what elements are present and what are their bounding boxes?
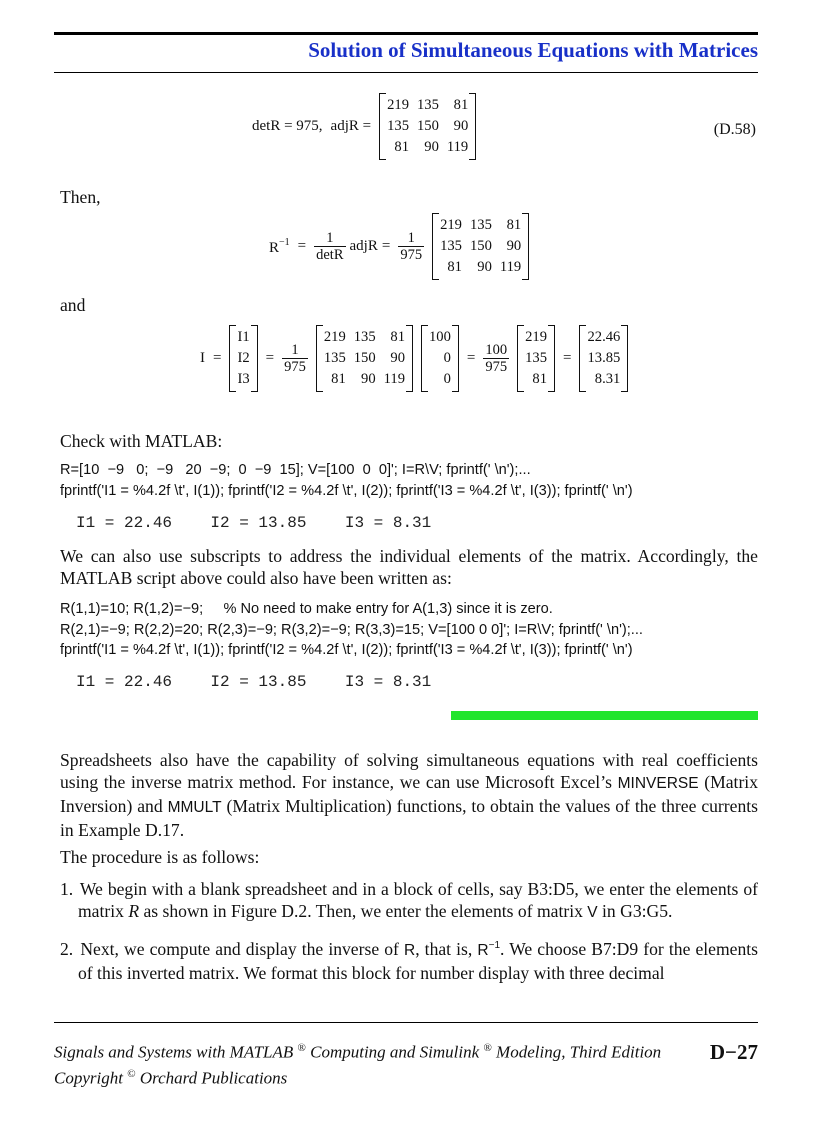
currents-lhs: I: [200, 350, 205, 366]
matrix-cell: 119: [383, 371, 405, 387]
code-line: R(1,1)=10; R(1,2)=−9; % No need to make entry for A(1,3) since it is zero.: [60, 601, 553, 617]
matrix-cell: 90: [390, 350, 405, 366]
function-name: MINVERSE: [617, 775, 699, 792]
fraction: $\frac{1}{\det R}$: [316, 230, 344, 263]
matrix-cell: 135: [323, 350, 346, 366]
matrix-cell: 81: [506, 217, 522, 233]
adj-matrix: [432, 213, 529, 280]
equation-d58: [248, 93, 480, 160]
code-line: R(2,1)=−9; R(2,2)=20; R(2,3)=−9; R(3,2)=−9; R(3,3)=15; V=[100 0 0]'; I=R\V; fprintf(' \n');...: [60, 621, 643, 638]
matrix-cell: 135: [440, 238, 462, 254]
function-name: MMULT: [167, 799, 222, 816]
variable-v: V: [587, 904, 598, 921]
matrix-cell: 135: [469, 217, 492, 233]
code-line: fprintf('I1 = %4.2f \t', I(1)); fprintf('I2 = %4.2f \t', I(2)); fprintf('I3 = %4.2f \t', I(3)); fprintf(' \n'): [60, 482, 633, 499]
text-procedure: The procedure is as follows:: [60, 847, 260, 867]
matrix-cell: 90: [453, 118, 469, 134]
matrix-cell: 81: [394, 139, 409, 155]
adj-matrix: [379, 93, 476, 160]
list-item: 1. We begin with a blank spreadsheet and in a block of cells, say B3:D5, we enter the elements of matrix R as shown in Figure D.2. Then, we enter the elements of matrix V in G3:G5.: [60, 879, 758, 921]
matrix-cell: 135: [353, 329, 376, 345]
matlab-code-1: [60, 460, 633, 501]
paragraph-spreadsheet: Spreadsheets also have the capability of solving simultaneous equations with real coefficients using the inverse matrix method. For instance, we can use Microsoft Excel’s MINVERSE (Matrix Inversion) and MMULT (Matrix Multiplication) functions, to obtain the values of the three currents in Example D.17.: [60, 750, 758, 840]
inverse-lhs: $R^{-1}$: [269, 236, 290, 256]
vector-cell: 8.31: [594, 371, 621, 387]
equals-sign: =: [563, 350, 572, 366]
equals-sign: =: [265, 350, 275, 366]
det-text: detR = 975,: [252, 118, 323, 134]
paragraph-subscripts: We can also use subscripts to address the individual elements of the matrix. Accordingly, the MATLAB script above could also have been written as:: [60, 546, 758, 588]
fraction: $\frac{100}{975}$: [485, 342, 508, 375]
footer-copyright: Copyright © Orchard Publications: [54, 1068, 288, 1088]
running-title: Solution of Simultaneous Equations with Matrices: [308, 38, 758, 62]
matlab-output-1: I1 = 22.46 I2 = 13.85 I3 = 8.31: [76, 514, 432, 532]
vector-cell: I3: [237, 371, 250, 387]
matrix-cell: 90: [361, 371, 376, 387]
vector-cell: 13.85: [587, 350, 621, 366]
equals-sign: =: [213, 350, 222, 366]
vector-cell: 135: [525, 350, 547, 366]
section-divider-bar: [451, 711, 758, 720]
result-vector: [579, 325, 628, 392]
matrix-cell: 81: [390, 329, 405, 345]
matrix-cell: 150: [469, 238, 492, 254]
equals-sign: =: [466, 350, 476, 366]
vector-cell: 22.46: [587, 329, 621, 345]
vector-cell: 0: [443, 350, 451, 366]
matrix-cell: 135: [387, 118, 409, 134]
matrix-cell: 119: [446, 139, 469, 155]
footer-rule: [54, 1022, 758, 1023]
list-item: 2. Next, we compute and display the inverse of R, that is, $R^{-1}$. We choose B7:D9 for the elements of this inverted matrix. We format this block for number display with three decimal: [60, 939, 759, 983]
matrix-cell: 90: [424, 139, 439, 155]
vector-cell: 0: [443, 371, 451, 387]
text-check: Check with MATLAB:: [60, 431, 223, 451]
page-number: D−27: [709, 1040, 758, 1064]
matrix-cell: 81: [447, 259, 462, 275]
text-and: and: [60, 295, 86, 315]
equation-number: (D.58): [713, 121, 756, 138]
text-then: Then,: [60, 187, 101, 207]
column-vector: [517, 325, 555, 392]
header-bottom-rule: [54, 72, 758, 73]
matrix-cell: 150: [416, 118, 439, 134]
fraction: $\frac{1}{975}$: [400, 230, 423, 263]
adj-matrix: [316, 325, 413, 392]
matlab-output-2: I1 = 22.46 I2 = 13.85 I3 = 8.31: [76, 673, 432, 691]
equals-sign: =: [297, 238, 307, 254]
matrix-cell: 90: [506, 238, 522, 254]
equation-inverse: [265, 213, 533, 280]
matrix-cell: 219: [323, 329, 346, 345]
equals-sign: =: [381, 238, 391, 254]
variable-r: R: [403, 942, 416, 959]
code-line: fprintf('I1 = %4.2f \t', I(1)); fprintf('I2 = %4.2f \t', I(2)); fprintf('I3 = %4.2f \t', I(3)); fprintf(' \n'): [60, 642, 633, 658]
adj-text: adjR: [349, 238, 378, 254]
variable-r-inverse: $R^{-1}$: [477, 940, 501, 959]
fraction: $\frac{1}{975}$: [284, 342, 306, 375]
matrix-cell: 150: [353, 350, 376, 366]
vector-cell: I1: [237, 329, 250, 345]
matrix-cell: 219: [387, 97, 409, 113]
vector-cell: 100: [429, 329, 451, 345]
adj-text: adjR =: [330, 118, 372, 134]
vector-cell: 219: [525, 329, 547, 345]
matrix-cell: 81: [453, 97, 469, 113]
equation-currents: [196, 325, 632, 392]
header-top-rule: [54, 32, 758, 35]
matrix-cell: 219: [440, 217, 462, 233]
current-vector: [229, 325, 257, 392]
matlab-code-2: [60, 599, 643, 661]
vector-cell: I2: [237, 350, 250, 366]
footer-book-title: Signals and Systems with MATLAB ® Computing and Simulink ® Modeling, Third Edition: [54, 1042, 662, 1062]
voltage-vector: [421, 325, 459, 392]
vector-cell: 81: [532, 371, 547, 387]
matrix-cell: 119: [499, 259, 522, 275]
matrix-cell: 135: [416, 97, 439, 113]
variable-r: R: [128, 901, 140, 921]
matrix-cell: 81: [331, 371, 346, 387]
code-line: R=[10 −9 0; −9 20 −9; 0 −9 15]; V=[100 0 0]'; I=R\V; fprintf(' \n');...: [60, 462, 531, 478]
matrix-cell: 90: [477, 259, 492, 275]
